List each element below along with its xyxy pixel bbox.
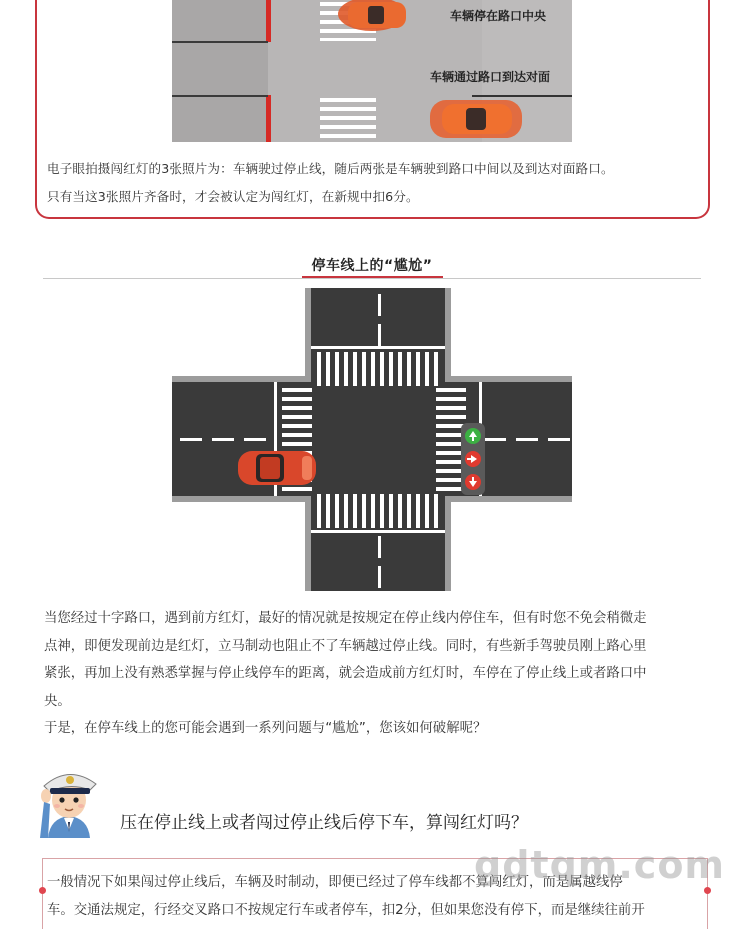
photo-caption-line-2: 只有当这3张照片齐备时，才会被认定为闯红灯，在新规中扣6分。 [47, 189, 419, 204]
paragraph-line-3: 紧张，再加上没有熟悉掌握与停止线停车的距离，就会造成前方红灯时，车停在了停止线上或者路口中 [44, 666, 647, 681]
photo-caption-line-1: 电子眼拍摄闯红灯的3张照片为：车辆驶过停止线，随后两张是车辆驶到路口中间以及到达对面路口。 [47, 161, 614, 176]
section-title: 停车线上的“尴尬” [311, 258, 433, 274]
section-divider [43, 278, 701, 279]
photo-label-across: 车辆通过路口到达对面 [430, 70, 551, 84]
section-title-underline [302, 276, 443, 278]
car-icon [238, 451, 316, 485]
police-officer-icon [34, 760, 104, 838]
photo-label-middle: 车辆停在路口中央 [450, 9, 547, 23]
answer-line-2: 车。交通法规定，行经交叉路口不按规定行车或者停车，扣2分，但如果您没有停下，而是继续往前开 [47, 903, 645, 918]
red-light-camera-photo [172, 0, 572, 142]
traffic-light-icon [461, 423, 485, 495]
frame-dot-left [39, 887, 46, 894]
qa-question: 压在停止线上或者闯过停止线后停下车，算闯红灯吗？ [120, 813, 528, 833]
paragraph-line-4: 央。 [44, 694, 71, 709]
answer-line-1: 一般情况下如果闯过停止线后，车辆及时制动，即便已经过了停车线都不算闯红灯，而是属越线停 [47, 875, 623, 890]
intersection-illustration [172, 288, 572, 591]
paragraph-line-2: 点神，即便发现前边是红灯，立马制动也阻止不了车辆越过停止线。同时，有些新手驾驶员刚上路心里 [44, 639, 647, 654]
site-watermark: gdtqm.com [474, 843, 726, 887]
paragraph-line-5: 于是，在停车线上的您可能会遇到一系列问题与“尴尬”，您该如何破解呢？ [44, 721, 487, 736]
paragraph-line-1: 当您经过十字路口，遇到前方红灯，最好的情况就是按规定在停止线内停住车，但有时您不免会稍微走 [44, 611, 647, 626]
frame-dot-right [704, 887, 711, 894]
